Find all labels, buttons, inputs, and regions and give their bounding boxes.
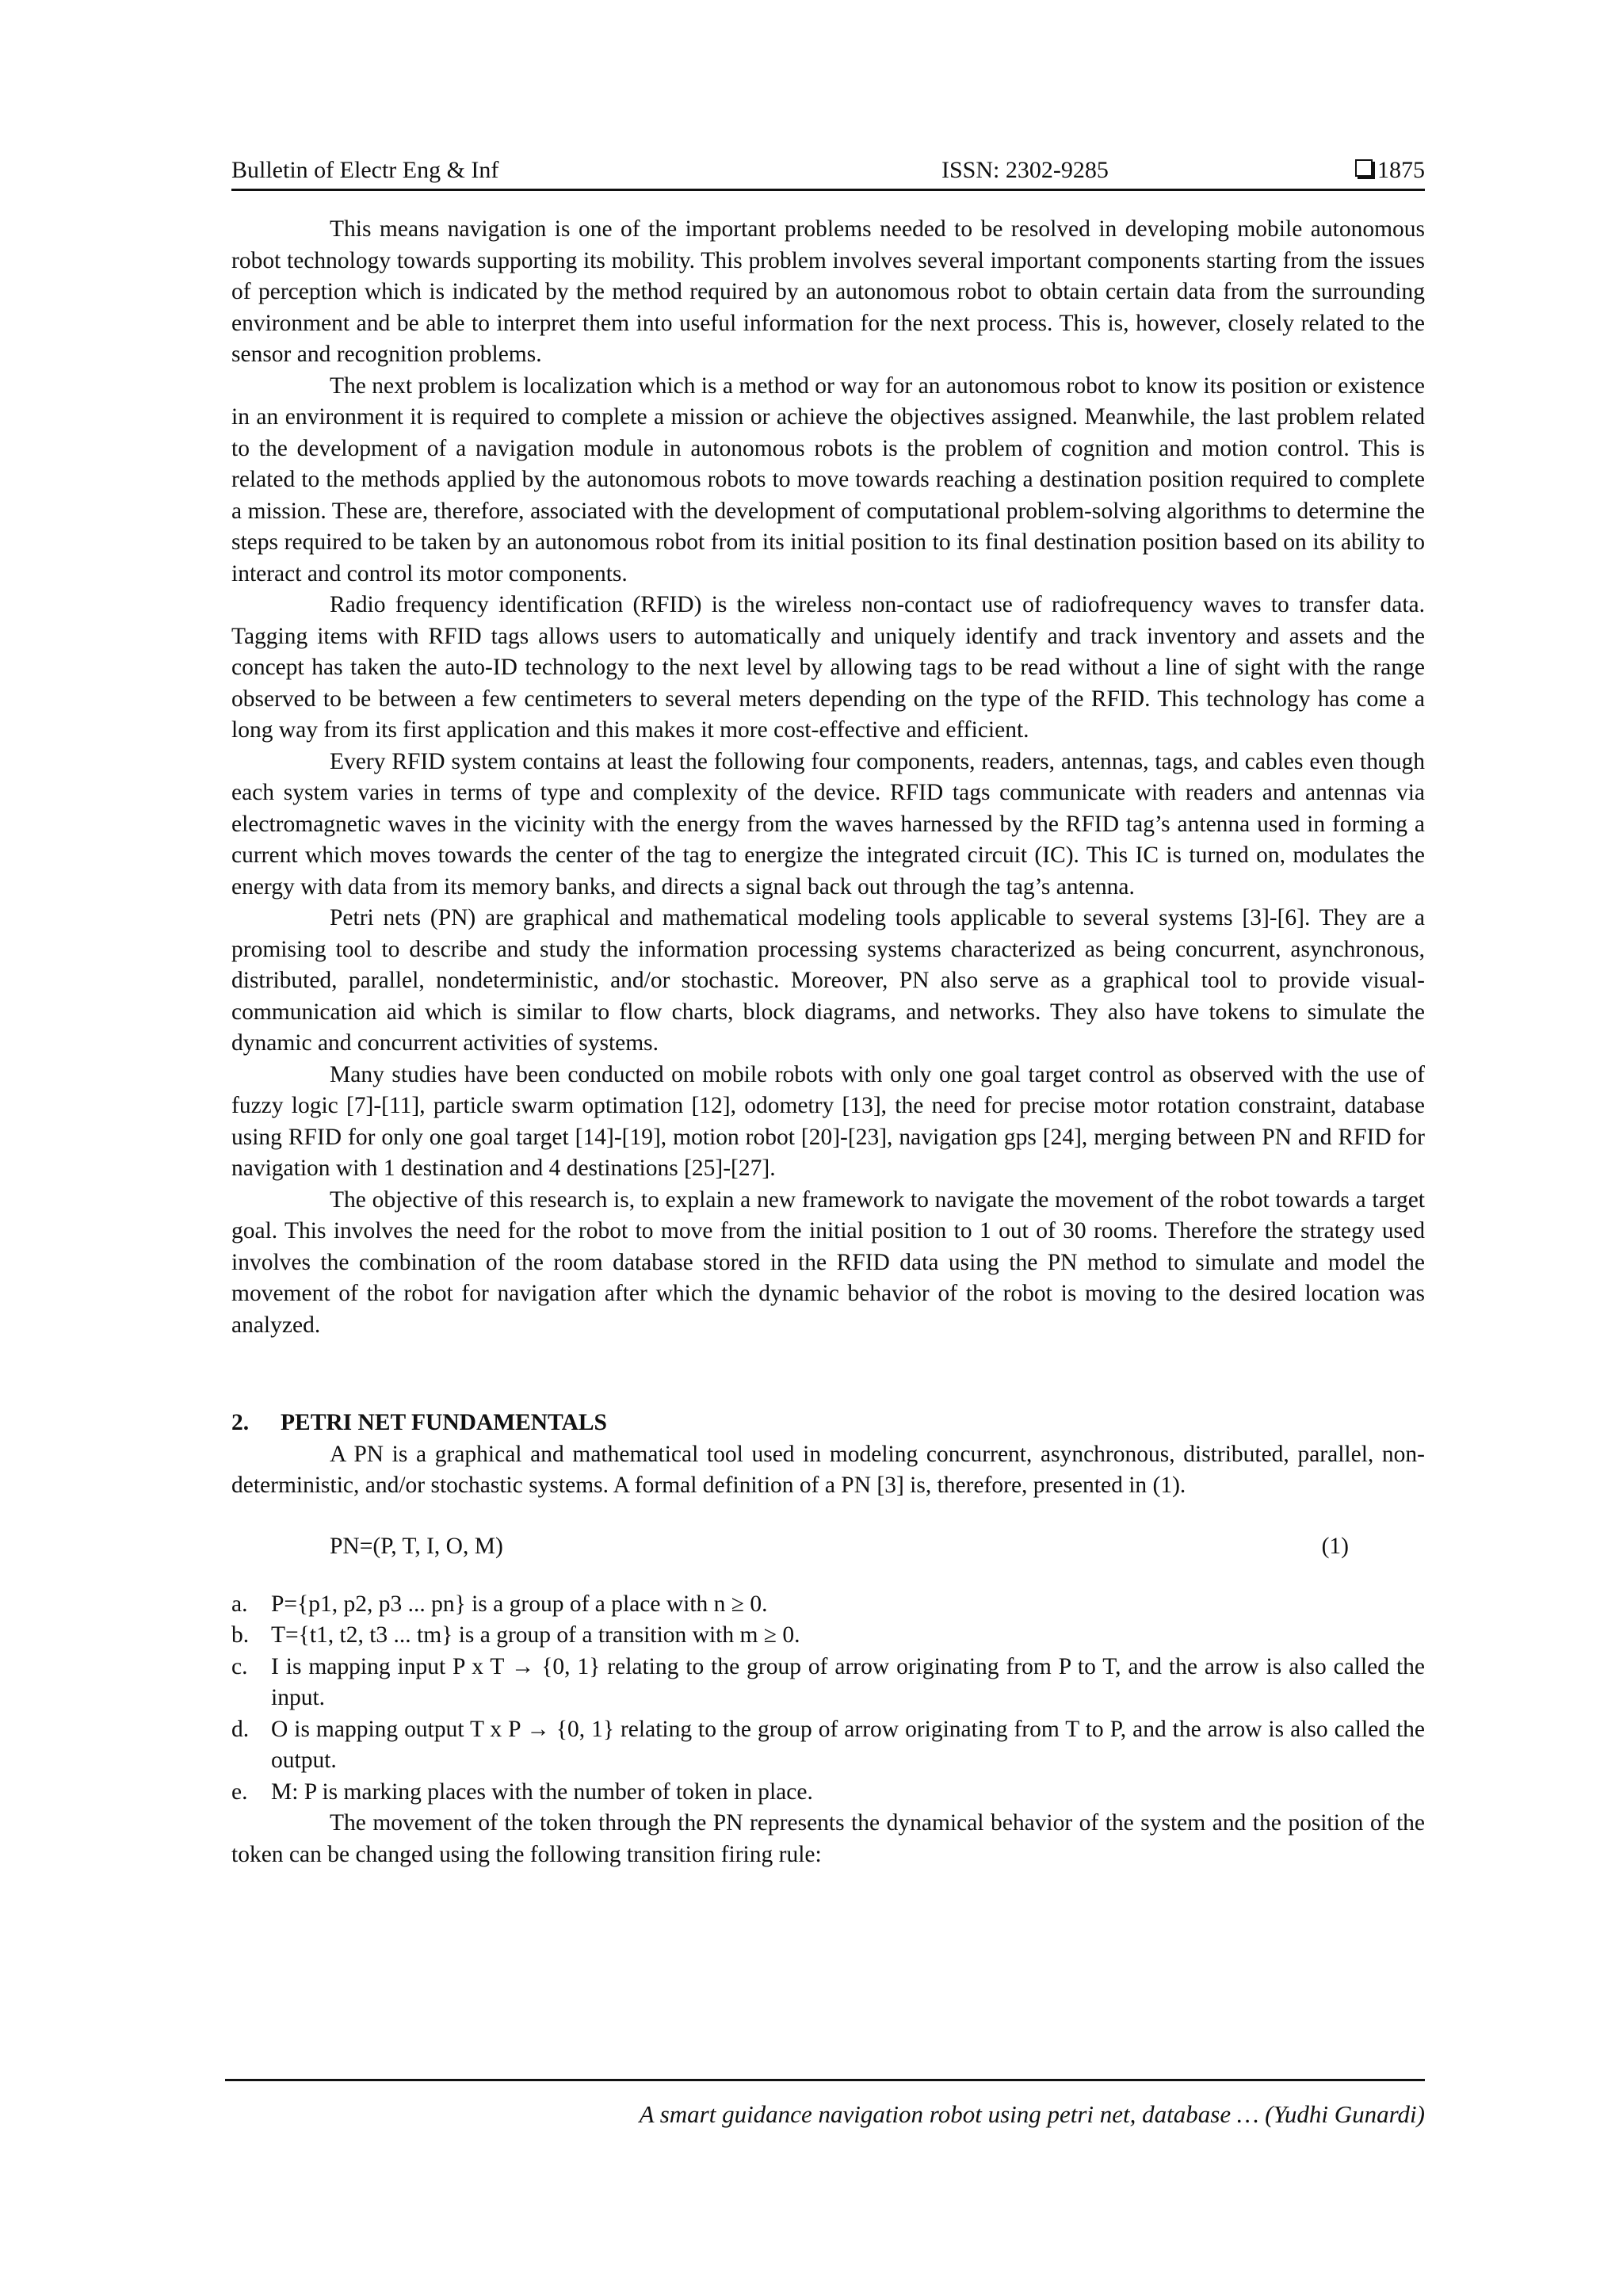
list-item-text: O is mapping output T x P → {0, 1} relating to the group of arrow originating from T to P, and the arrow is also called the output. [271,1716,1425,1773]
equation-number: (1) [1321,1533,1349,1559]
running-footer [225,2079,1425,2132]
list-item [231,1589,1425,1621]
list-marker: b. [231,1622,250,1648]
list-item [231,1652,1425,1714]
page-number-value: 1875 [1377,157,1425,183]
list-item-text: T={t1, t2, t3 ... tm} is a group of a transition with m ≥ 0. [271,1622,800,1648]
page-number [1355,152,1425,189]
journal-name: Bulletin of Electr Eng & Inf [231,157,499,183]
paragraph: The next problem is localization which is a method or way for an autonomous robot to know its position or existence in an environment it is required to complete a mission or achieve the objectives assigned. Meanwhile, the last problem related to the development of a navigation module in autonomous robots is the problem of cognition and motion control. This is related to the methods applied by the autonomous robots to move towards reaching a destination position required to complete a mission. These are, therefore, associated with the development of computational problem-solving algorithms to determine the steps required to be taken by an autonomous robot from its initial position to its final destination position based on its ability to interact and control its motor components. [231,372,1425,586]
section-title: PETRI NET FUNDAMENTALS [281,1410,607,1435]
section-closing: The movement of the token through the PN represents the dynamical behavior of the system and the position of the token can be changed using the following transition firing rule: [231,1810,1425,1867]
paragraph: Many studies have been conducted on mobile robots with only one goal target control as observed with the use of fuzzy logic [7]-[11], particle swarm optimation [12], odometry [13], the need for precise motor rotation constraint, database using RFID for only one goal target [14]-[19], motion robot [20]-[23], navigation gps [24], merging between PN and RFID for navigation with 1 destination and 4 destinations [25]-[27]. [231,1061,1425,1181]
paper-page [231,152,1425,1870]
list-marker: d. [231,1716,250,1742]
section-closing-block [231,1808,1425,1870]
list-item-text: M: P is marking places with the number of token in place. [271,1778,813,1805]
footer-caption: A smart guidance navigation robot using petri net, database … (Yudhi Gunardi) [639,2100,1425,2128]
list-item [231,1620,1425,1652]
list-item-text: I is mapping input P x T → {0, 1} relating to the group of arrow originating from P to T, and the arrow is also called the input. [271,1653,1425,1710]
paragraph: This means navigation is one of the important problems needed to be resolved in developing mobile autonomous robot technology towards supporting its mobility. This problem involves several important components starting from the issues of perception which is indicated by the method required by an autonomous robot to obtain certain data from the surrounding environment and be able to interpret them into useful information for the next process. This is, however, closely related to the sensor and recognition problems. [231,216,1425,367]
body-text [231,214,1425,1341]
section-body [231,1439,1425,1502]
paragraph: The objective of this research is, to explain a new framework to navigate the movement of the robot towards a target goal. This involves the need for the robot to move from the initial position to 1 out of 30 rooms. Therefore the strategy used involves the combination of the room database stored in the RFID data using the PN method to simulate and model the movement of the robot for navigation after which the dynamic behavior of the robot is moving to the desired location was analyzed. [231,1186,1425,1338]
equation-block [231,1530,1425,1562]
paragraph: Every RFID system contains at least the following four components, readers, antennas, tags, and cables even though each system varies in terms of type and complexity of the device. RFID tags communicate with readers and antennas via electromagnetic waves in the vicinity with the energy from the waves harnessed by the RFID tag’s antenna used in forming a current which moves towards the center of the tag to energize the integrated circuit (IC). This IC is turned on, modulates the energy with data from its memory banks, and directs a signal back out through the tag’s antenna. [231,748,1425,900]
section-number: 2. [231,1410,250,1435]
list-marker: a. [231,1591,248,1617]
paragraph: Petri nets (PN) are graphical and mathematical modeling tools applicable to several systems [3]-[6]. They are a promising tool to describe and study the information processing systems characterized as being concurrent, asynchronous, distributed, parallel, nondeterministic, and/or stochastic. Moreover, PN also serve as a graphical tool to provide visual-communication aid which is similar to flow charts, block diagrams, and networks. They also have tokens to simulate the dynamic and concurrent activities of systems. [231,905,1425,1056]
list-item-text: P={p1, p2, p3 ... pn} is a group of a place with n ≥ 0. [271,1591,768,1617]
running-header [231,152,1425,191]
list-marker: c. [231,1653,248,1679]
definition-list [231,1589,1425,1809]
list-item [231,1777,1425,1809]
section-intro: A PN is a graphical and mathematical tool used in modeling concurrent, asynchronous, distributed, parallel, non-deterministic, and/or stochastic systems. A formal definition of a PN [3] is, therefore, presented in (1). [231,1441,1425,1498]
paragraph: Radio frequency identification (RFID) is the wireless non-contact use of radiofrequency waves to transfer data. Tagging items with RFID tags allows users to automatically and uniquely identify and track inventory and assets and the concept has taken the auto-ID technology to the next level by allowing tags to be read without a line of sight with the range observed to be between a few centimeters to several meters depending on the type of the RFID. This technology has come a long way from its first application and this makes it more cost-effective and efficient. [231,592,1425,743]
section-heading [231,1408,1425,1439]
list-marker: e. [231,1778,248,1805]
box-icon [1355,159,1373,177]
issn: ISSN: 2302-9285 [941,157,1109,183]
equation: PN=(P, T, I, O, M) [330,1533,503,1559]
list-item [231,1714,1425,1777]
